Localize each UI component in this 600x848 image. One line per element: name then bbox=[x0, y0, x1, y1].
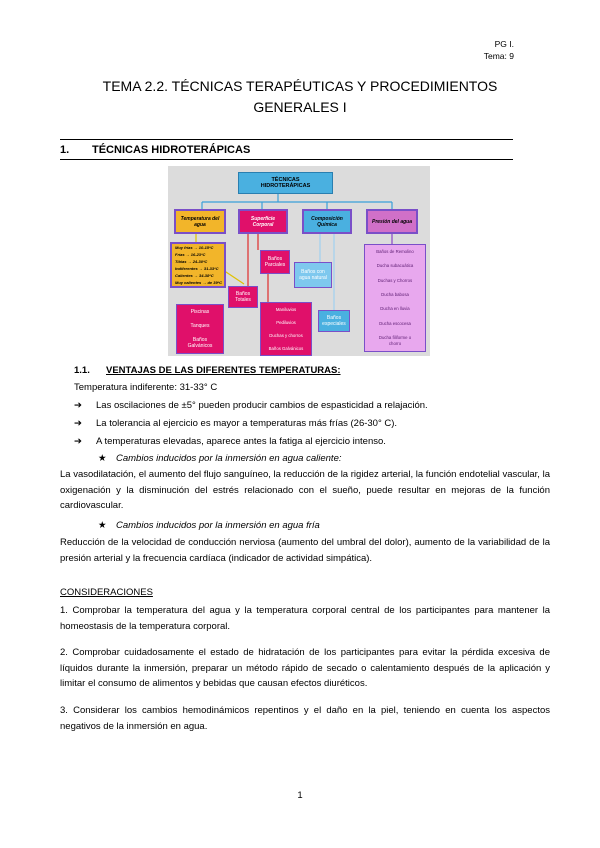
section-number: 1. bbox=[60, 144, 70, 156]
bullet-text: Las oscilaciones de ±5° pueden producir cambios de espasticidad a relajación. bbox=[96, 400, 428, 411]
star-icon: ★ bbox=[98, 453, 107, 464]
bullet-item bbox=[74, 416, 397, 432]
list-item: Ducha en lluvia bbox=[380, 306, 410, 312]
indifferent-temperature: Temperatura indiferente: 31-33° C bbox=[74, 382, 218, 393]
header-topic: Tema: 9 bbox=[483, 51, 514, 61]
subsection-number: 1.1. bbox=[74, 365, 90, 376]
arrow-icon: ➔ bbox=[74, 418, 82, 429]
pressure-list bbox=[364, 244, 426, 352]
temp-range: Indiferentes → 31-33ºC bbox=[175, 266, 219, 271]
category-temperature-label: Temperatura del agua bbox=[180, 215, 220, 228]
partial-baths-box bbox=[260, 250, 290, 274]
total-baths-list bbox=[176, 304, 224, 354]
temp-range: Tibias → 24-30ºC bbox=[175, 259, 208, 264]
title-line-2: GENERALES I bbox=[253, 99, 347, 115]
total-baths-label: Baños Totales bbox=[235, 291, 251, 303]
list-item: Maniluvios bbox=[275, 306, 297, 312]
bullet-item bbox=[74, 398, 428, 414]
hydrotherapy-diagram bbox=[168, 166, 430, 356]
cold-immersion-paragraph: Reducción de la velocidad de conducción nerviosa (aumento del umbral del dolor), aumento de la variabilidad de la presión arterial y la frecuencia cardíaca (indicador de actividad simpática). bbox=[60, 537, 550, 564]
consideration-item: 2. Comprobar cuidadosamente el estado de hidratación de los participantes para evitar la pérdida excesiva de líquidos durante la inmersión, preparar un método rápido de secado o calentamiento después de la aplicación y limitar el consumo de alimentos y bebidas que causan efectos diuréticos. bbox=[60, 647, 550, 689]
category-pressure-label: Presión del agua bbox=[371, 218, 412, 225]
hot-immersion-heading bbox=[98, 451, 342, 467]
list-item: Duchas y Chorros bbox=[377, 277, 413, 283]
list-item: Ducha subacuática bbox=[376, 263, 414, 269]
partial-baths-label: Baños Parciales bbox=[264, 256, 286, 268]
list-item: Tanques bbox=[190, 323, 210, 329]
section-title: TÉCNICAS HIDROTERÁPICAS bbox=[92, 144, 251, 156]
natural-water-label: Baños con agua natural bbox=[299, 269, 327, 281]
section-bottom-rule bbox=[60, 159, 513, 160]
list-item: Ducha escocesa bbox=[379, 320, 411, 326]
natural-water-box bbox=[294, 262, 332, 288]
section-top-rule bbox=[60, 139, 513, 140]
list-item: Baños Galvánicos bbox=[268, 345, 304, 351]
subsection-heading bbox=[74, 363, 341, 379]
temperature-ranges bbox=[170, 242, 226, 288]
temp-range: Muy frías → 10-15ºC bbox=[175, 245, 214, 250]
list-item: Piscinas bbox=[190, 309, 210, 315]
section-heading bbox=[60, 144, 250, 156]
page-number: 1 bbox=[297, 790, 303, 801]
hot-immersion-paragraph: La vasodilatación, el aumento del flujo sanguíneo, la reducción de la rigidez arterial, la función endotelial vascular, la oxigenación y la disminución del estrés relacionado con el sueño, puede resultar en mejoras de la función cardiovascular. bbox=[60, 469, 550, 511]
special-baths-label: Baños especiales bbox=[322, 315, 346, 327]
considerations-heading: CONSIDERACIONES bbox=[60, 587, 153, 598]
consideration-item: 3. Considerar los cambios hemodinámicos repentinos y el daño en la piel, teniendo en cuenta los aspectos negativos de la inmersión en agua. bbox=[60, 705, 550, 732]
header-course: PG I. bbox=[494, 39, 514, 49]
title-line-1: TEMA 2.2. TÉCNICAS TERAPÉUTICAS Y PROCEDIMIENTOS bbox=[102, 78, 498, 94]
cold-immersion-heading bbox=[98, 518, 320, 534]
list-item: Pediluvios bbox=[276, 319, 296, 325]
list-item: Ducha filiforme o chorro bbox=[378, 334, 412, 346]
category-temperature bbox=[174, 209, 226, 234]
page-title bbox=[60, 76, 540, 118]
bullet-text: La tolerancia al ejercicio es mayor a temperaturas más frías (26-30° C). bbox=[96, 418, 398, 429]
category-pressure bbox=[366, 209, 418, 234]
cold-immersion-label: Cambios inducidos por la inmersión en agua fría bbox=[116, 520, 320, 531]
temp-range: Frías → 16-23ºC bbox=[175, 252, 206, 257]
hot-immersion-label: Cambios inducidos por la inmersión en agua caliente: bbox=[116, 453, 342, 464]
list-item: Duchas y chorros bbox=[269, 332, 303, 338]
star-icon: ★ bbox=[98, 520, 107, 531]
category-surface-label: Superficie Corporal bbox=[250, 215, 276, 228]
partial-baths-list bbox=[260, 302, 312, 356]
arrow-icon: ➔ bbox=[74, 436, 82, 447]
bullet-text: A temperaturas elevadas, aparece antes la fatiga al ejercicio intenso. bbox=[96, 436, 386, 447]
consideration-item: 1. Comprobar la temperatura del agua y la temperatura corporal central de los participantes para mantener la homeostasis de la temperatura corporal. bbox=[60, 605, 550, 632]
diagram-root-box bbox=[238, 172, 333, 194]
category-surface bbox=[238, 209, 288, 234]
list-item: Baños de Remolino bbox=[376, 249, 414, 255]
temp-range: Muy calientes → de 39ºC bbox=[175, 280, 223, 285]
total-baths-box bbox=[228, 286, 258, 308]
bullet-item bbox=[74, 434, 386, 450]
category-chemical-label: Composición Química bbox=[311, 215, 343, 228]
list-item: Ducha babosa bbox=[381, 291, 409, 297]
special-baths-box bbox=[318, 310, 350, 332]
subsection-title: VENTAJAS DE LAS DIFERENTES TEMPERATURAS: bbox=[106, 365, 341, 376]
list-item: Baños Galvánicos bbox=[187, 337, 213, 349]
diagram-root-label: TÉCNICAS HIDROTERÁPICAS bbox=[260, 177, 311, 189]
category-chemical bbox=[302, 209, 352, 234]
arrow-icon: ➔ bbox=[74, 400, 82, 411]
temp-range: Calientes → 34-38ºC bbox=[175, 273, 214, 278]
